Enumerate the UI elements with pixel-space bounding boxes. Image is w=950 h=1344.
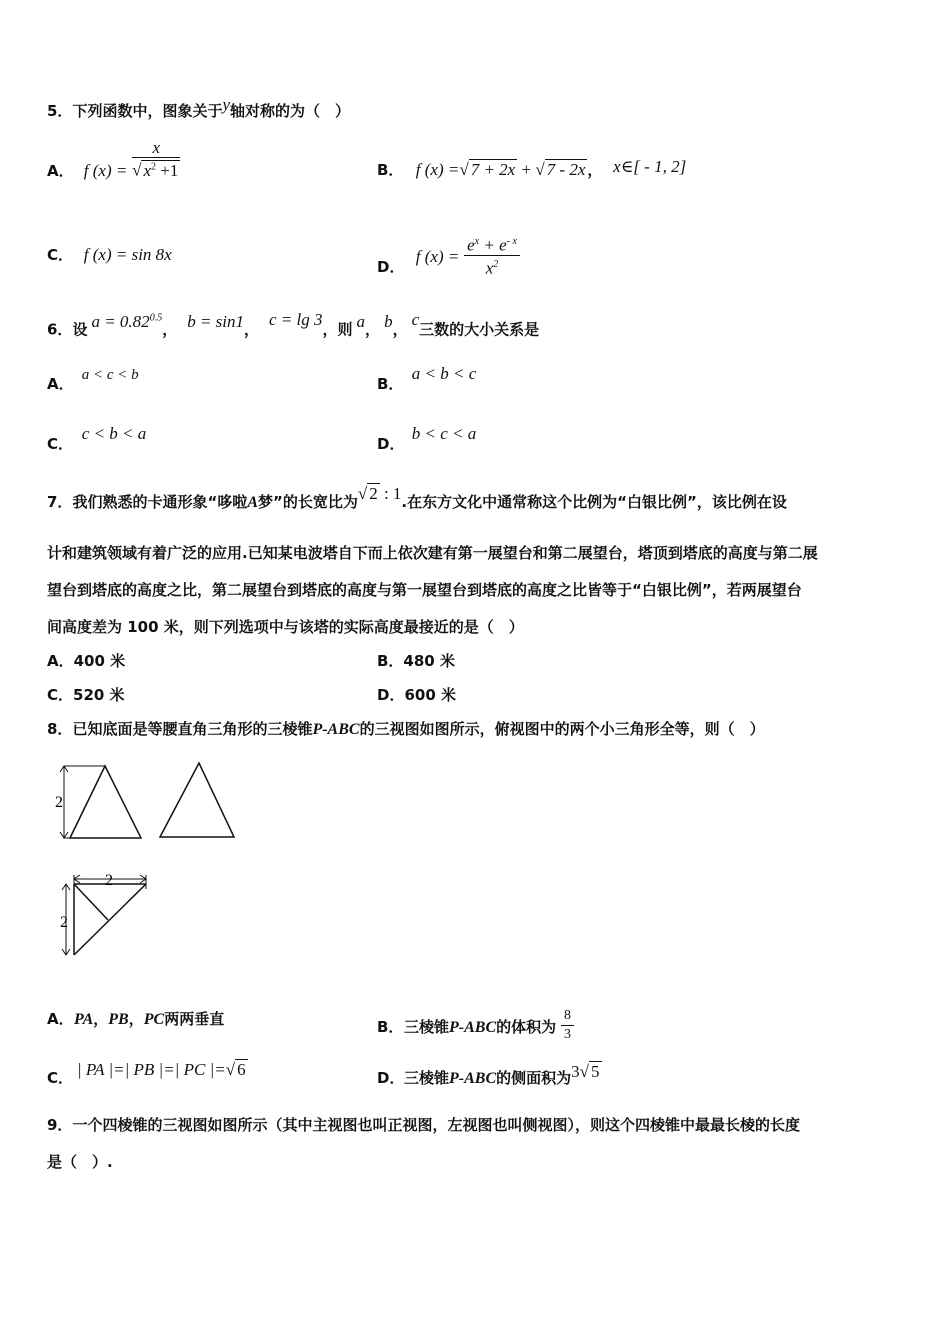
- q6-option-a: A． a < c < b: [47, 367, 139, 393]
- front-height-label: 2: [55, 794, 63, 811]
- q6-option-c: C． c < b < a: [47, 424, 147, 453]
- q5a-fraction: $\frac{x}{√ x^2 +1}$: [132, 138, 179, 180]
- front-view: [60, 766, 141, 838]
- q6-option-d: D． b < c < a: [377, 424, 477, 453]
- q9-line-2: 是（ ）.: [47, 1153, 113, 1171]
- q8-option-c: C． | PA |=| PB |=| PC |=√ 6: [47, 1060, 246, 1087]
- q7-option-b: B．480 米: [377, 652, 455, 670]
- top-width-label: 2: [105, 872, 113, 889]
- q8-number: 8．: [47, 720, 73, 738]
- q8-option-a: A．PA，PB，PC两两垂直: [47, 1010, 225, 1028]
- q7-line-1: 7．我们熟悉的卡通形象“哆啦A梦”的长宽比为√ 2 : 1.在东方文化中通常称这个比例为“白银比例”，该比例在设: [47, 484, 787, 511]
- q8-stem: 8．已知底面是等腰直角三角形的三棱锥P-ABC的三视图如图所示，俯视图中的两个小三角形全等，则（ ）: [47, 720, 765, 738]
- q8-three-view-figure: [50, 755, 250, 965]
- side-view: [160, 763, 234, 837]
- q5-number: 5．: [47, 102, 73, 120]
- q7-line-3: 望台到塔底的高度之比，第二展望台到塔底的高度与第一展望台到塔底的高度之比皆等于“白银比例”，若两展望台: [47, 581, 802, 599]
- q8b-fraction: $\frac{8}{3}$: [561, 1007, 574, 1044]
- q6-number: 6．: [47, 320, 73, 339]
- q7-option-a: A．400 米: [47, 652, 126, 670]
- q9-number: 9．: [47, 1116, 73, 1134]
- top-height-label: 2: [60, 914, 68, 931]
- q6-option-b: B． a < b < c: [377, 364, 477, 393]
- q7-line-2: 计和建筑领域有着广泛的应用.已知某电波塔自下而上依次建有第一展望台和第二展望台，塔顶到塔底的高度与第二展: [47, 544, 818, 562]
- q5-option-c: C． f (x) = sin 8x: [47, 245, 172, 264]
- q6-stem: 6．设 $a = 0.82^{0.5}$， b = sin1，c = lg 3，则 a， b，c三数的大小关系是: [47, 309, 540, 339]
- top-view: [62, 875, 146, 955]
- q5-option-b: B． f (x) =√ 7 + 2x + √ 7 - 2x ， x∈[ - 1, 2]: [377, 157, 687, 179]
- q5-option-d: D． f (x) = $\frac{e^x + e^{- x}}{x^2}$: [377, 245, 520, 289]
- q5d-fraction: $\frac{e^x + e^{- x}}{x^2}$: [464, 233, 520, 277]
- q5-stem: 5．下列函数中，图象关于y轴对称的为（ ）: [47, 95, 351, 120]
- q5-option-a: A． f (x) = $\frac{x}{√ x^2 +1}$: [47, 138, 179, 180]
- q7-option-d: D．600 米: [377, 686, 456, 704]
- q7-number: 7．: [47, 493, 73, 511]
- q8-option-d: D．三棱锥P-ABC的侧面积为3√ 5: [377, 1062, 600, 1087]
- q8-option-b: B．三棱锥P-ABC的体积为 $\frac{8}{3}$: [377, 1009, 574, 1046]
- q9-line-1: 9．一个四棱锥的三视图如图所示（其中主视图也叫正视图，左视图也叫侧视图），则这个四棱锥中最最长棱的长度: [47, 1116, 800, 1134]
- q7-option-c: C．520 米: [47, 686, 125, 704]
- q7-line-4: 间高度差为 100 米，则下列选项中与该塔的实际高度最接近的是（ ）: [47, 618, 524, 636]
